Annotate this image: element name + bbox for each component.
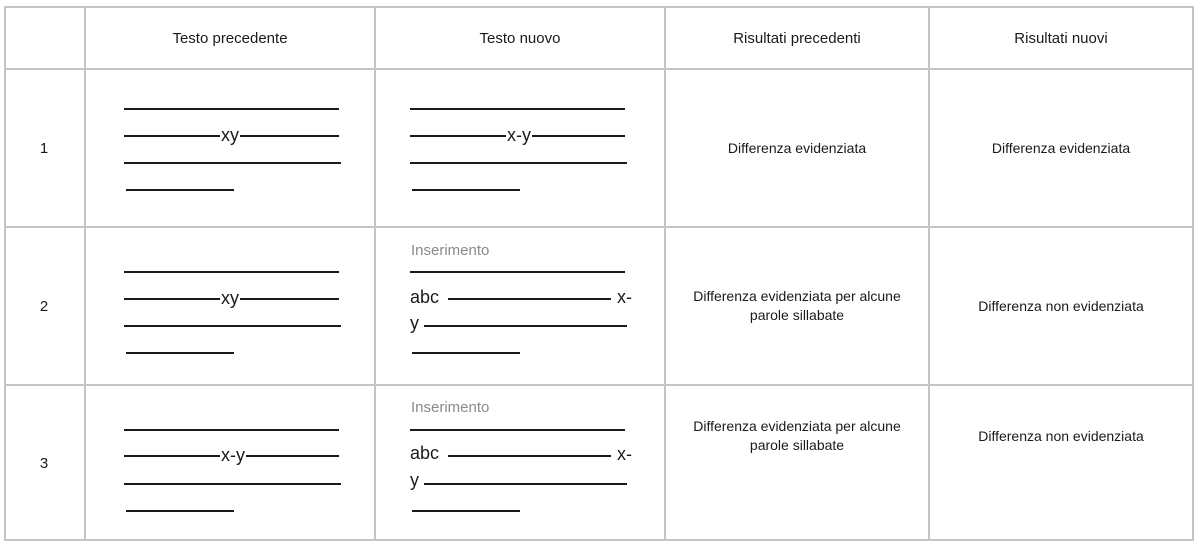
insertion-label: Inserimento <box>411 399 490 416</box>
header-old-text: Testo precedente <box>172 29 288 47</box>
old-result: Differenza evidenziata per alcune parole sillabate <box>693 288 901 323</box>
grid-line <box>374 8 376 539</box>
old-word: x-y <box>221 445 245 465</box>
header-old-results: Risultati precedenti <box>733 29 861 47</box>
row-number: 3 <box>39 455 49 472</box>
grid-line <box>1192 8 1194 539</box>
hyphenated-word-end: y <box>410 470 419 490</box>
hyphenated-word-start: x- <box>617 444 632 464</box>
new-result: Differenza evidenziata <box>991 139 1131 156</box>
comparison-table <box>4 6 1194 541</box>
hyphenated-word-start: x- <box>617 287 632 307</box>
old-result: Differenza evidenziata per alcune parole sillabate <box>693 418 901 453</box>
hyphenated-word-end: y <box>410 313 419 333</box>
old-result: Differenza evidenziata <box>727 139 867 156</box>
header-new-text: Testo nuovo <box>479 29 561 47</box>
row-number: 2 <box>39 297 49 315</box>
inserted-text: abc <box>410 443 440 463</box>
inserted-text: abc <box>410 287 440 307</box>
old-word: xy <box>221 125 239 145</box>
new-result: Differenza non evidenziata <box>978 427 1144 444</box>
new-result: Differenza non evidenziata <box>978 297 1144 314</box>
insertion-label: Inserimento <box>411 242 490 259</box>
new-word: x-y <box>507 125 531 145</box>
header-new-results: Risultati nuovi <box>1014 29 1108 47</box>
grid-line <box>84 8 86 539</box>
row-number: 1 <box>39 139 49 157</box>
old-word: xy <box>221 288 239 308</box>
